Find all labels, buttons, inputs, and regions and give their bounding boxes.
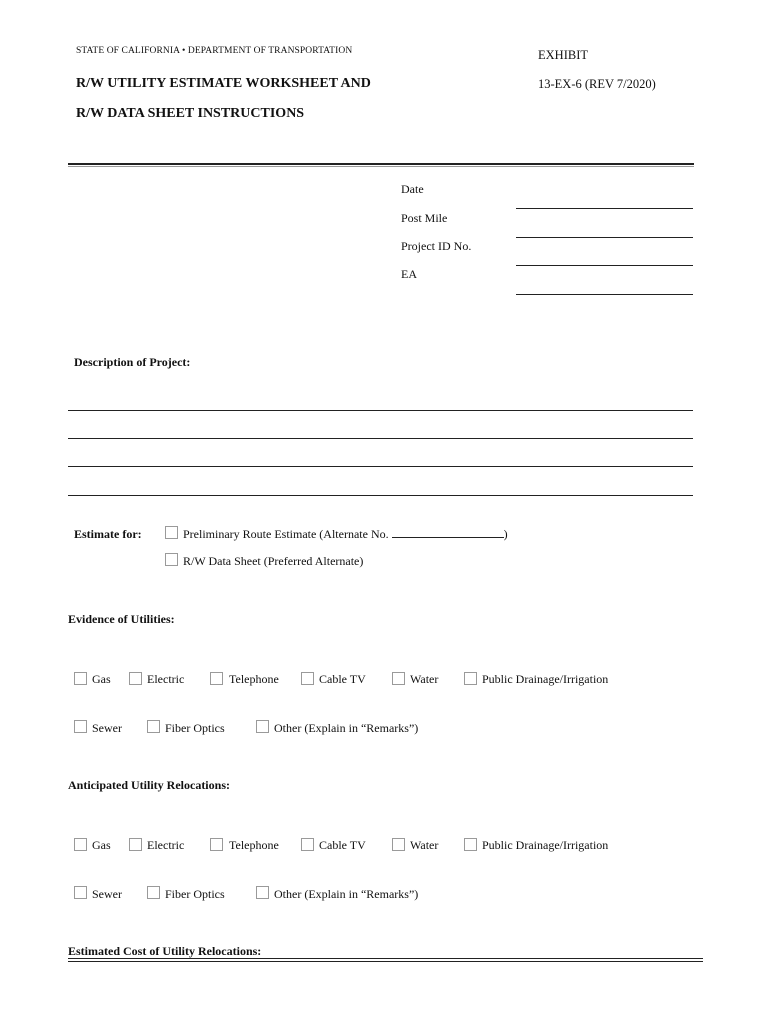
evidence-heading: Evidence of Utilities:: [68, 612, 175, 626]
ea-label: EA: [401, 267, 417, 281]
evidence-cable-tv-checkbox[interactable]: [301, 672, 314, 685]
cost-heading: Estimated Cost of Utility Relocations:: [68, 944, 262, 958]
date-label: Date: [401, 182, 424, 196]
evidence-electric-label: Electric: [147, 672, 185, 686]
preliminary-route-estimate-text: Preliminary Route Estimate (Alternate No.: [183, 527, 389, 541]
relocation-fiber-optics-label: Fiber Optics: [165, 887, 225, 901]
preliminary-route-estimate-close: ): [503, 527, 508, 541]
project-id-label: Project ID No.: [401, 239, 472, 253]
evidence-sewer-label: Sewer: [92, 721, 122, 735]
evidence-fiber-optics-checkbox[interactable]: [147, 720, 160, 733]
ea-field[interactable]: [516, 294, 693, 295]
agency-name: STATE OF CALIFORNIA • DEPARTMENT OF TRANSPORTATION: [76, 46, 353, 56]
relocation-telephone-checkbox[interactable]: [210, 838, 223, 851]
relocation-drainage-label: Public Drainage/Irrigation: [482, 838, 609, 852]
relocations-heading: Anticipated Utility Relocations:: [68, 778, 230, 792]
relocation-gas-checkbox[interactable]: [74, 838, 87, 851]
evidence-electric-checkbox[interactable]: [129, 672, 142, 685]
cost-divider-top: [68, 958, 703, 959]
evidence-telephone-label: Telephone: [229, 672, 279, 686]
relocation-cable-tv-checkbox[interactable]: [301, 838, 314, 851]
relocation-sewer-label: Sewer: [92, 887, 122, 901]
relocation-cable-tv-label: Cable TV: [319, 838, 366, 852]
estimate-for-label: Estimate for:: [74, 527, 142, 541]
description-line-4[interactable]: [68, 495, 693, 496]
evidence-water-label: Water: [410, 672, 439, 686]
evidence-water-checkbox[interactable]: [392, 672, 405, 685]
evidence-drainage-checkbox[interactable]: [464, 672, 477, 685]
relocation-other-label: Other (Explain in “Remarks”): [274, 887, 419, 901]
preliminary-route-estimate-checkbox[interactable]: [165, 526, 178, 539]
description-line-2[interactable]: [68, 438, 693, 439]
evidence-sewer-checkbox[interactable]: [74, 720, 87, 733]
relocation-electric-label: Electric: [147, 838, 185, 852]
evidence-other-checkbox[interactable]: [256, 720, 269, 733]
rw-data-sheet-checkbox[interactable]: [165, 553, 178, 566]
description-label: Description of Project:: [74, 355, 191, 369]
date-field[interactable]: [516, 208, 693, 209]
form-title-line-1: R/W UTILITY ESTIMATE WORKSHEET AND: [76, 76, 371, 91]
preliminary-route-estimate-label: [183, 527, 508, 542]
header-divider-top: [68, 163, 694, 165]
rw-data-sheet-label: R/W Data Sheet (Preferred Alternate): [183, 554, 364, 568]
evidence-gas-label: Gas: [92, 672, 111, 686]
evidence-drainage-label: Public Drainage/Irrigation: [482, 672, 609, 686]
description-line-1[interactable]: [68, 410, 693, 411]
evidence-telephone-checkbox[interactable]: [210, 672, 223, 685]
post-mile-label: Post Mile: [401, 211, 448, 225]
relocation-telephone-label: Telephone: [229, 838, 279, 852]
relocation-electric-checkbox[interactable]: [129, 838, 142, 851]
relocation-drainage-checkbox[interactable]: [464, 838, 477, 851]
exhibit-code: 13-EX-6 (REV 7/2020): [538, 77, 656, 91]
evidence-other-label: Other (Explain in “Remarks”): [274, 721, 419, 735]
post-mile-field[interactable]: [516, 237, 693, 238]
form-title-line-2: R/W DATA SHEET INSTRUCTIONS: [76, 106, 305, 121]
project-id-field[interactable]: [516, 265, 693, 266]
relocation-gas-label: Gas: [92, 838, 111, 852]
cost-divider-bottom: [68, 961, 703, 962]
relocation-sewer-checkbox[interactable]: [74, 886, 87, 899]
relocation-water-label: Water: [410, 838, 439, 852]
description-line-3[interactable]: [68, 466, 693, 467]
alternate-number-field[interactable]: [392, 527, 504, 538]
evidence-gas-checkbox[interactable]: [74, 672, 87, 685]
relocation-fiber-optics-checkbox[interactable]: [147, 886, 160, 899]
relocation-other-checkbox[interactable]: [256, 886, 269, 899]
header-divider-bottom: [68, 166, 694, 167]
evidence-fiber-optics-label: Fiber Optics: [165, 721, 225, 735]
relocation-water-checkbox[interactable]: [392, 838, 405, 851]
evidence-cable-tv-label: Cable TV: [319, 672, 366, 686]
exhibit-label: EXHIBIT: [538, 48, 588, 62]
